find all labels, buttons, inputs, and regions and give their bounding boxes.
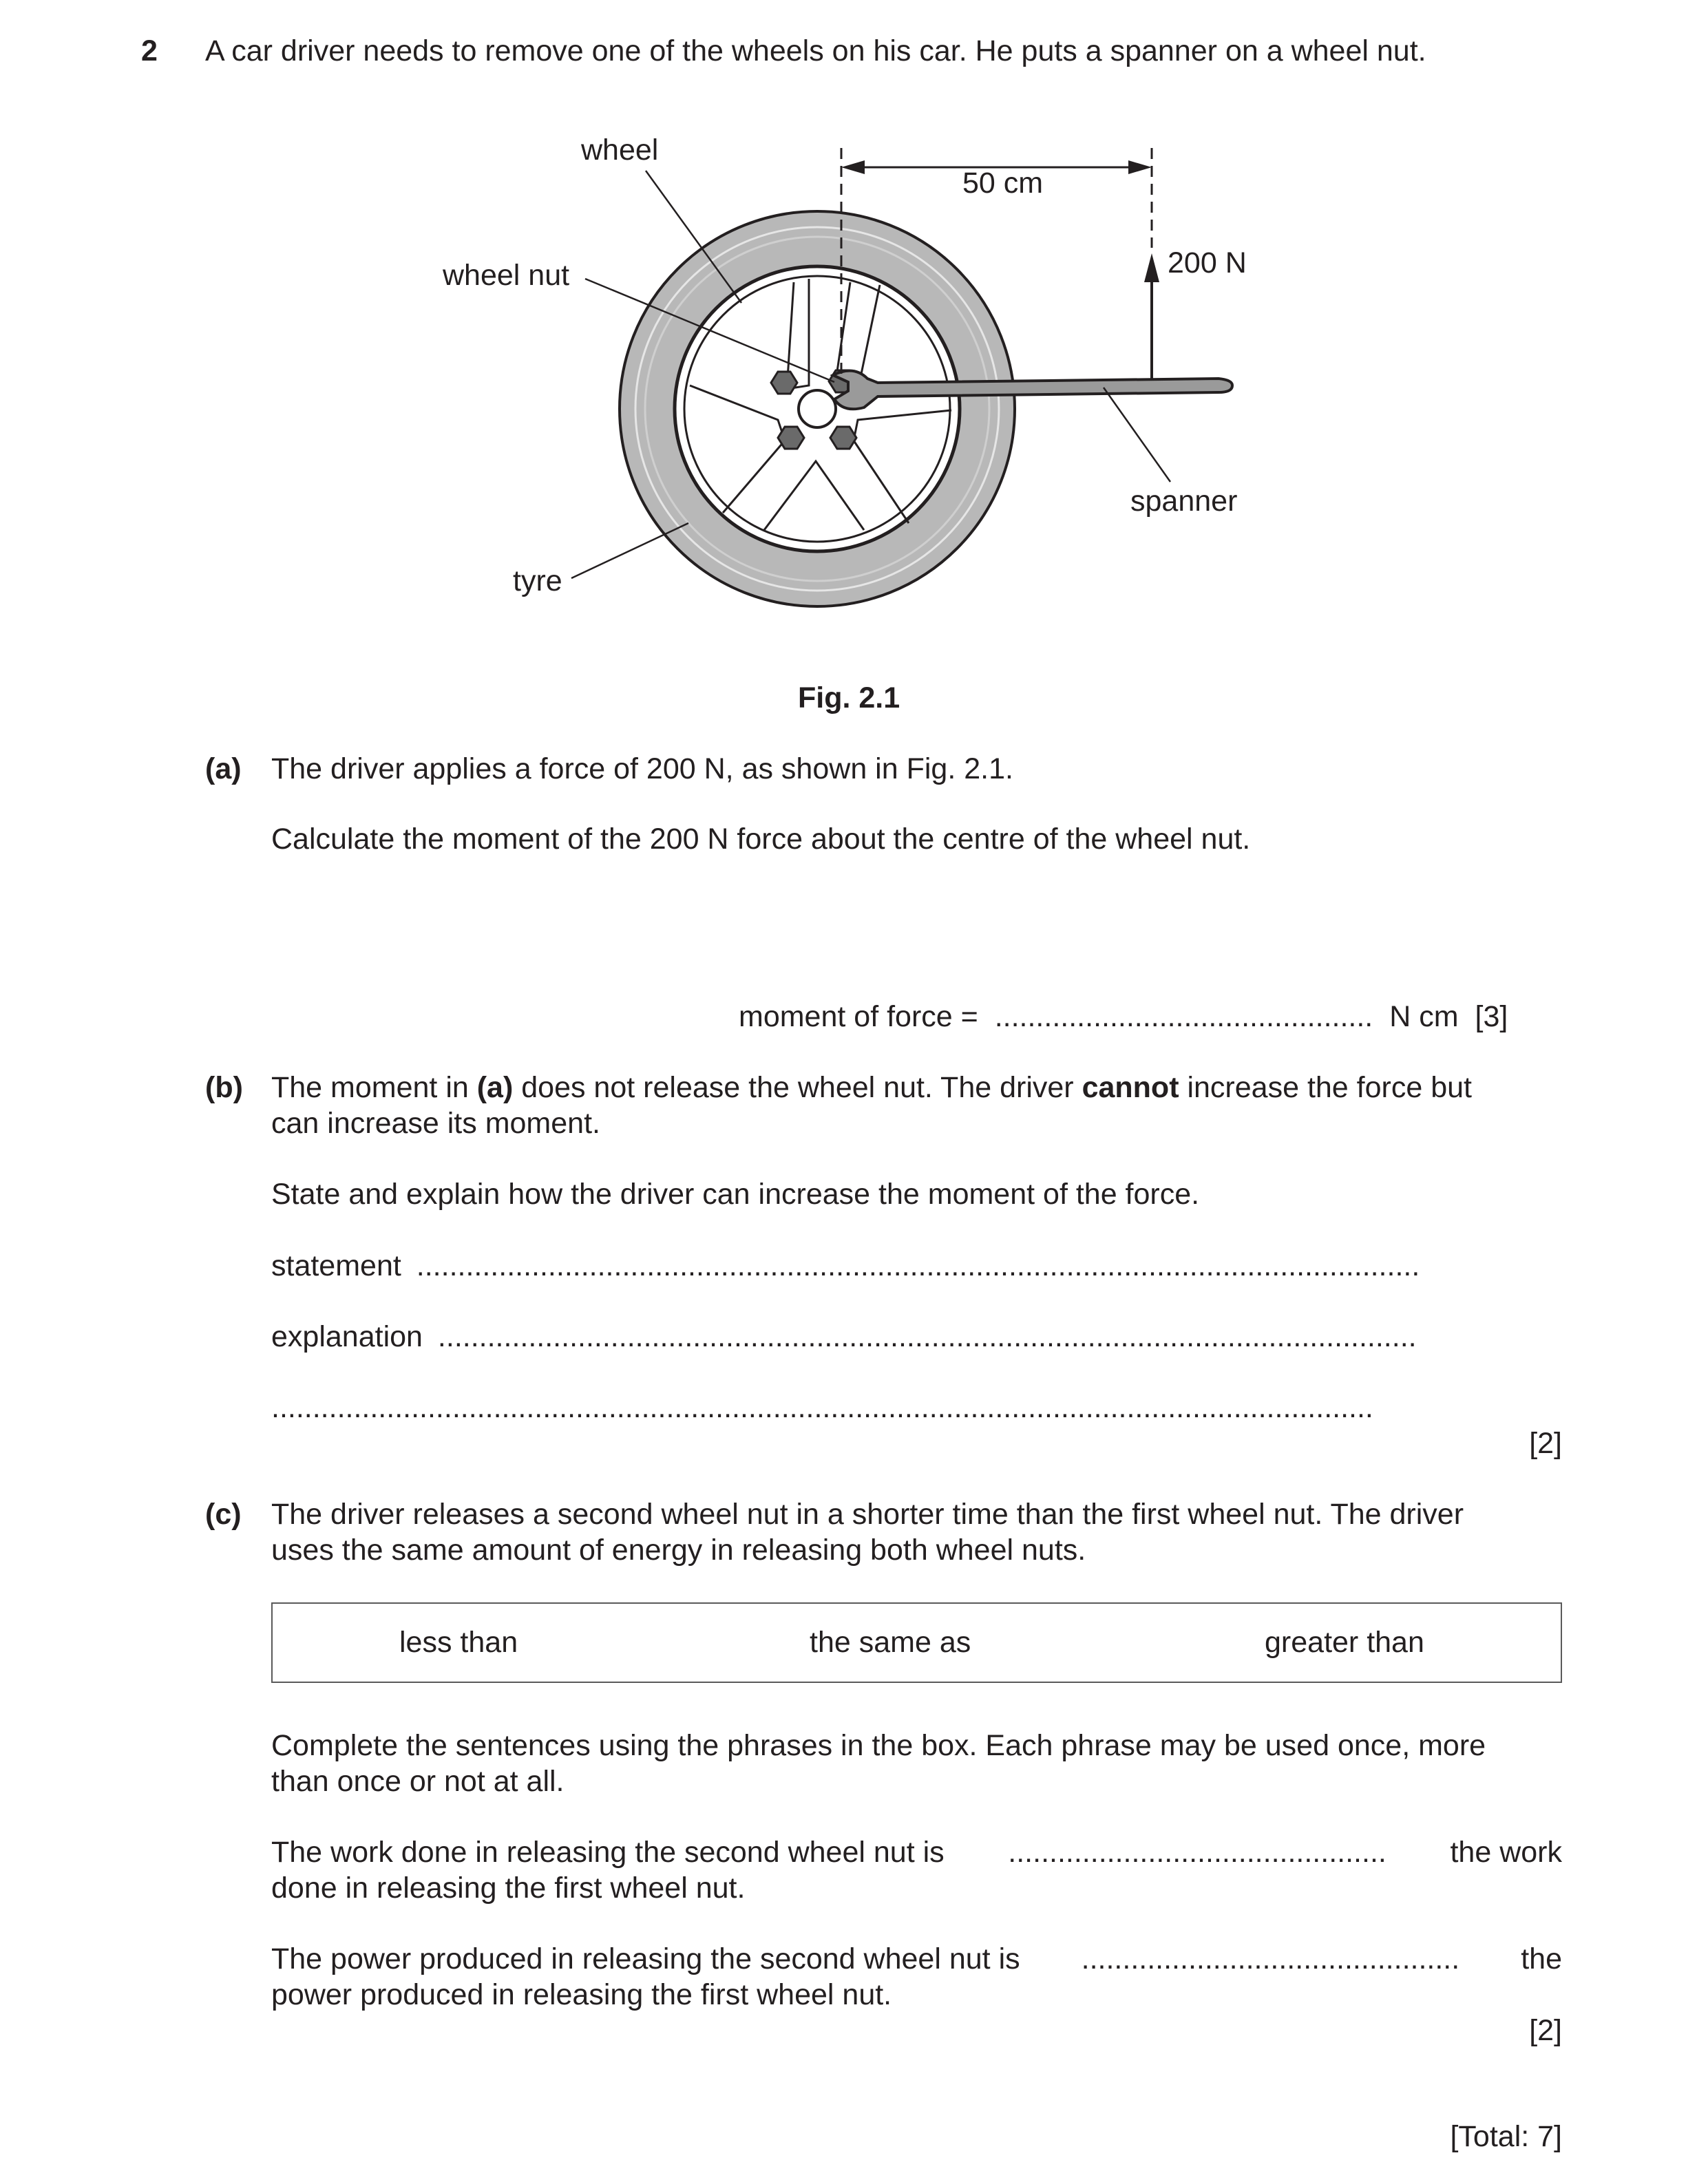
sentence-1-line2: done in releasing the first wheel nut. <box>271 1872 746 1905</box>
hub-center <box>799 390 836 427</box>
answer-blank[interactable]: .............................................. <box>994 1000 1373 1033</box>
force-label: 200 N <box>1168 246 1247 279</box>
answer-unit: N cm <box>1389 1000 1459 1033</box>
wheel-nut-label: wheel nut <box>443 259 570 292</box>
spanner-label: spanner <box>1130 485 1238 518</box>
total-marks: [Total: 7] <box>1450 2120 1562 2153</box>
wheel-nut-3 <box>830 427 856 449</box>
wheel-label: wheel <box>581 134 659 167</box>
phrase-greater-than: greater than <box>1265 1626 1424 1659</box>
part-b-label: (b) <box>205 1071 243 1104</box>
explanation-line <box>271 1320 1562 1354</box>
distance-label: 50 cm <box>962 167 1044 200</box>
part-c-line2: uses the same amount of energy in releasing both wheel nuts. <box>271 1534 1086 1567</box>
sentence-1-start: The work done in releasing the second wheel nut is <box>271 1836 945 1869</box>
sentence-2 <box>271 1942 1562 1976</box>
wheel-nut-1 <box>771 372 797 394</box>
part-b-emphasis: cannot <box>1082 1071 1179 1104</box>
part-c-instruction-1: Complete the sentences using the phrases in the box. Each phrase may be used once, more <box>271 1729 1486 1762</box>
wheel-spanner-diagram <box>0 0 1708 688</box>
part-b-ref: (a) <box>476 1071 514 1104</box>
question-number: 2 <box>141 34 158 67</box>
part-b-line1 <box>271 1071 1472 1105</box>
sentence-2-end: the <box>1521 1942 1562 1975</box>
wheel-nut-2 <box>778 427 804 449</box>
part-a-line1: The driver applies a force of 200 N, as shown in Fig. 2.1. <box>271 752 1013 785</box>
part-b-marks: [2] <box>1529 1427 1562 1460</box>
part-c-line1: The driver releases a second wheel nut in a shorter time than the first wheel nut. The driver <box>271 1498 1464 1531</box>
statement-line <box>271 1249 1562 1283</box>
explanation-blank[interactable]: ....................................................................................................................... <box>437 1320 1417 1353</box>
statement-label: statement <box>271 1249 401 1282</box>
statement-blank[interactable]: .......................................................................................................................... <box>416 1249 1420 1282</box>
sentence-1-end: the work <box>1450 1836 1562 1869</box>
phrase-same-as: the same as <box>810 1626 971 1659</box>
question-intro: A car driver needs to remove one of the wheels on his car. He puts a spanner on a wheel nut. <box>205 34 1426 67</box>
part-a-marks: [3] <box>1475 1000 1508 1033</box>
sentence-1-blank[interactable]: .............................................. <box>1008 1836 1387 1869</box>
answer-prefix: moment of force = <box>739 1000 978 1033</box>
part-a-line2: Calculate the moment of the 200 N force about the centre of the wheel nut. <box>271 823 1251 856</box>
part-b-instruction: State and explain how the driver can increase the moment of the force. <box>271 1178 1200 1211</box>
part-b-line2: can increase its moment. <box>271 1107 600 1140</box>
part-b-text: increase the force but <box>1179 1071 1472 1104</box>
explanation-label: explanation <box>271 1320 423 1353</box>
sentence-2-line2: power produced in releasing the first wheel nut. <box>271 1978 892 2011</box>
part-a-label: (a) <box>205 752 242 785</box>
phrase-less-than: less than <box>399 1626 518 1659</box>
part-a-answer-line <box>739 1000 1508 1034</box>
sentence-2-start: The power produced in releasing the second wheel nut is <box>271 1942 1020 1975</box>
figure-caption: Fig. 2.1 <box>798 681 900 714</box>
sentence-2-blank[interactable]: .............................................. <box>1081 1942 1460 1975</box>
part-b-text: The moment in <box>271 1071 477 1104</box>
tyre-label: tyre <box>513 564 562 597</box>
part-b-text: does not release the wheel nut. The driver <box>513 1071 1082 1104</box>
explanation-blank-2[interactable]: ...................................................................................................................................... <box>271 1391 1373 1424</box>
part-c-marks: [2] <box>1529 2014 1562 2047</box>
part-c-label: (c) <box>205 1498 242 1531</box>
sentence-1 <box>271 1836 1562 1869</box>
part-c-instruction-2: than once or not at all. <box>271 1765 565 1798</box>
